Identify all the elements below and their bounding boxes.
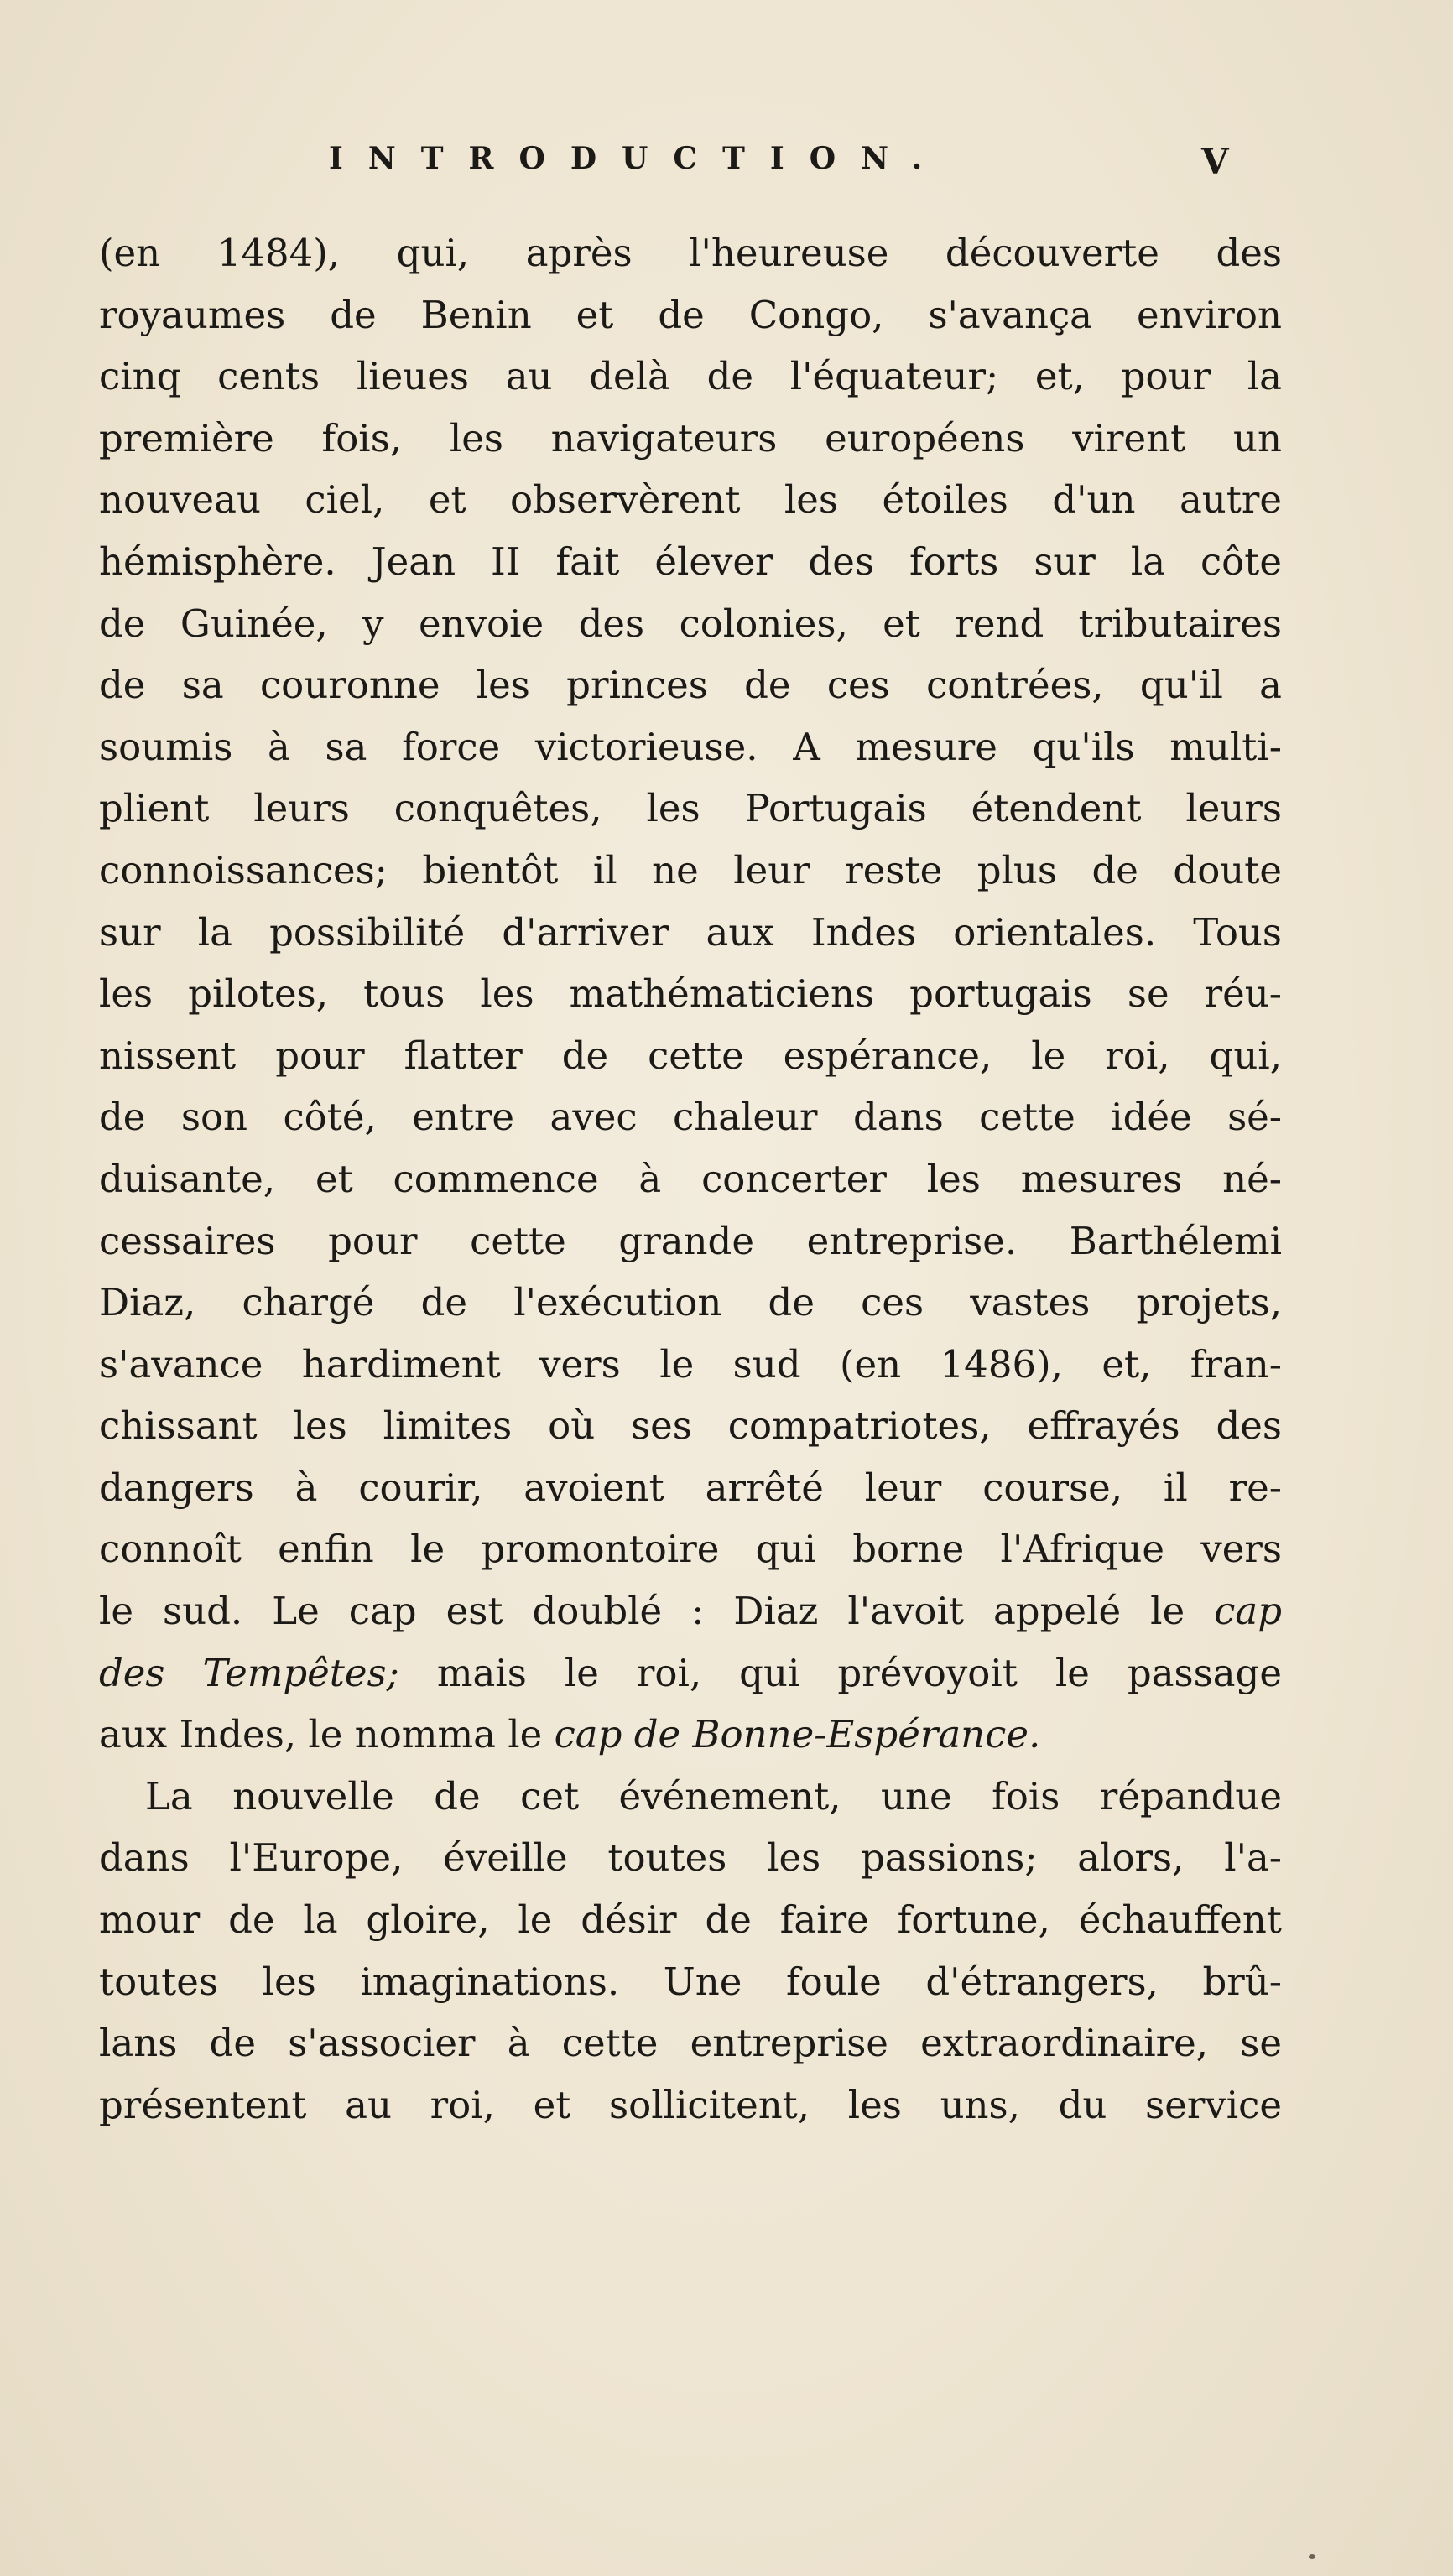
text-line-8: de sa couronne les princes de ces contrées, qu'il a: [99, 663, 1282, 708]
text-line-5: nouveau ciel, et observèrent les étoiles d'un autre: [99, 477, 1282, 523]
text-line-17: cessaires pour cette grande entreprise. Barthélemi: [99, 1218, 1282, 1263]
text-line-18: Diaz, chargé de l'exécution de ces vastes projets,: [99, 1280, 1282, 1325]
text-line-13: les pilotes, tous les mathématiciens portugais se réu-: [99, 971, 1282, 1017]
text-line-24-rest: mais le roi, qui prévoyoit le passage: [436, 1650, 1282, 1695]
text-line-25: [99, 1704, 1282, 1766]
text-line-10: plient leurs conquêtes, les Portugais étendent leurs: [99, 786, 1282, 831]
text-line-2: royaumes de Benin et de Congo, s'avança environ: [99, 292, 1282, 337]
text-line-29: toutes les imaginations. Une foule d'étrangers, brû-: [99, 1959, 1282, 2004]
text-line-28: mour de la gloire, le désir de faire fortune, échauffent: [99, 1897, 1282, 1943]
running-head: INTRODUCTION.: [329, 141, 948, 176]
page-number: V: [1201, 141, 1229, 182]
text-line-23-main: le sud. Le cap est doublé : Diaz l'avoit appelé le: [99, 1589, 1185, 1634]
text-line-16: duisante, et commence à concerter les mesures né-: [99, 1156, 1282, 1201]
text-line-1: (en 1484), qui, après l'heureuse découverte des: [99, 231, 1282, 275]
text-line-27: dans l'Europe, éveille toutes les passions; alors, l'a-: [99, 1835, 1282, 1881]
text-line-14: nissent pour flatter de cette espérance, le roi, qui,: [99, 1033, 1282, 1078]
text-line-6: hémisphère. Jean II fait élever des forts sur la côte: [99, 539, 1282, 584]
italic-des-tempetes: des Tempêtes;: [99, 1650, 399, 1695]
text-line-9: soumis à sa force victorieuse. A mesure qu'ils multi-: [99, 724, 1282, 769]
text-line-23: [99, 1580, 1282, 1642]
body-text: [99, 222, 1282, 2136]
text-line-22: connoît enfin le promontoire qui borne l'Afrique vers: [99, 1527, 1282, 1572]
text-line-4: première fois, les navigateurs européens virent un: [99, 415, 1282, 461]
text-line-26: La nouvelle de cet événement, une fois répandue: [145, 1773, 1282, 1819]
text-line-3: cinq cents lieues au delà de l'équateur; et, pour la: [99, 354, 1282, 399]
italic-cap: cap: [1214, 1589, 1282, 1634]
text-line-7: de Guinée, y envoie des colonies, et rend tributaires: [99, 601, 1282, 646]
text-line-21: dangers à courir, avoient arrêté leur course, il re-: [99, 1465, 1282, 1510]
text-line-30: lans de s'associer à cette entreprise extraordinaire, se: [99, 2021, 1282, 2066]
text-line-12: sur la possibilité d'arriver aux Indes orientales. Tous: [99, 909, 1282, 955]
text-line-24: [99, 1642, 1282, 1704]
text-line-19: s'avance hardiment vers le sud (en 1486), et, fran-: [99, 1341, 1282, 1387]
text-line-11: connoissances; bientôt il ne leur reste plus de doute: [99, 847, 1282, 892]
text-line-31: présentent au roi, et sollicitent, les uns, du service: [99, 2082, 1282, 2127]
text-line-20: chissant les limites où ses compatriotes, effrayés des: [99, 1403, 1282, 1449]
text-line-25-main: aux Indes, le nomma le: [99, 1712, 543, 1757]
text-line-15: de son côté, entre avec chaleur dans cette idée sé-: [99, 1095, 1282, 1140]
italic-bonne-esperance: cap de Bonne-Espérance.: [554, 1712, 1041, 1757]
bottom-ink-mark: [1309, 2554, 1315, 2559]
